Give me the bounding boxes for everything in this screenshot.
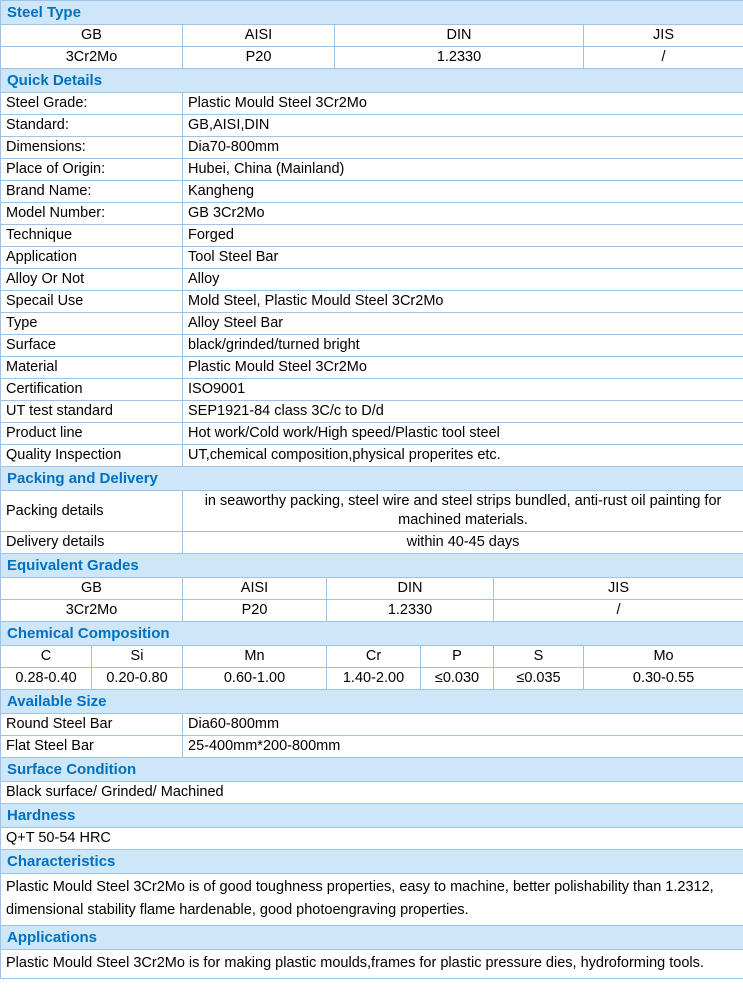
chem-value-mn: 0.60-1.00 (183, 668, 327, 690)
equivalent-header-din: DIN (327, 578, 494, 600)
table-row (1, 532, 743, 554)
equivalent-value-din: 1.2330 (327, 600, 494, 622)
delivery-details-value: within 40-45 days (183, 532, 743, 554)
table-row (1, 335, 743, 357)
chem-value-p: ≤0.030 (421, 668, 494, 690)
section-header-row (1, 1, 743, 25)
delivery-details-label: Delivery details (1, 532, 183, 554)
table-row (1, 401, 743, 423)
equivalent-value-gb: 3Cr2Mo (1, 600, 183, 622)
detail-value: Dia70-800mm (183, 137, 743, 159)
characteristics-text: Plastic Mould Steel 3Cr2Mo is of good toughness properties, easy to machine, better polishability than 1.2312, dimensional stability flame hardenable, good photoengraving properties. (1, 874, 743, 926)
table-row (1, 736, 743, 758)
detail-value: GB,AISI,DIN (183, 115, 743, 137)
quick-details-section (1, 69, 743, 93)
equivalent-value-aisi: P20 (183, 600, 327, 622)
equivalent-header-gb: GB (1, 578, 183, 600)
packing-details-label: Packing details (1, 491, 183, 532)
size-label: Flat Steel Bar (1, 736, 183, 758)
surface-condition-section (1, 758, 743, 804)
available-size-rows (1, 714, 743, 758)
table-row (1, 47, 743, 69)
detail-value: Alloy (183, 269, 743, 291)
section-title-hardness: Hardness (1, 804, 743, 828)
table-row (1, 313, 743, 335)
section-title-surface-condition: Surface Condition (1, 758, 743, 782)
detail-label: Material (1, 357, 183, 379)
detail-label: Steel Grade: (1, 93, 183, 115)
table-row (1, 578, 743, 600)
detail-value: GB 3Cr2Mo (183, 203, 743, 225)
detail-label: Technique (1, 225, 183, 247)
section-title-equivalent-grades: Equivalent Grades (1, 554, 743, 578)
detail-value: ISO9001 (183, 379, 743, 401)
table-row (1, 159, 743, 181)
table-row (1, 203, 743, 225)
chem-header-mn: Mn (183, 646, 327, 668)
table-row (1, 600, 743, 622)
table-row (1, 491, 743, 532)
packing-details-value: in seaworthy packing, steel wire and steel strips bundled, anti-rust oil painting for machined materials. (183, 491, 743, 532)
detail-value: black/grinded/turned bright (183, 335, 743, 357)
size-label: Round Steel Bar (1, 714, 183, 736)
section-title-steel-type: Steel Type (1, 1, 743, 25)
table-row (1, 291, 743, 313)
detail-label: Surface (1, 335, 183, 357)
steel-type-value-din: 1.2330 (335, 47, 584, 69)
table-row (1, 782, 743, 804)
table-row (1, 225, 743, 247)
table-row (1, 137, 743, 159)
table-row (1, 950, 743, 979)
detail-label: Model Number: (1, 203, 183, 225)
chem-header-mo: Mo (584, 646, 743, 668)
detail-label: Specail Use (1, 291, 183, 313)
detail-value: Tool Steel Bar (183, 247, 743, 269)
table-row (1, 181, 743, 203)
applications-section (1, 926, 743, 979)
chem-header-c: C (1, 646, 92, 668)
table-row (1, 646, 743, 668)
table-row (1, 423, 743, 445)
detail-value: Mold Steel, Plastic Mould Steel 3Cr2Mo (183, 291, 743, 313)
steel-type-value-aisi: P20 (183, 47, 335, 69)
table-row (1, 445, 743, 467)
chem-value-si: 0.20-0.80 (92, 668, 183, 690)
characteristics-section (1, 850, 743, 926)
table-row (1, 379, 743, 401)
section-header-row (1, 850, 743, 874)
detail-value: Hot work/Cold work/High speed/Plastic tool steel (183, 423, 743, 445)
detail-label: Dimensions: (1, 137, 183, 159)
applications-text: Plastic Mould Steel 3Cr2Mo is for making plastic moulds,frames for plastic pressure dies, hydroforming tools. (1, 950, 743, 979)
steel-type-header-aisi: AISI (183, 25, 335, 47)
chem-header-p: P (421, 646, 494, 668)
chem-header-si: Si (92, 646, 183, 668)
detail-value: Alloy Steel Bar (183, 313, 743, 335)
section-header-row (1, 690, 743, 714)
table-row (1, 668, 743, 690)
section-title-available-size: Available Size (1, 690, 743, 714)
detail-value: Kangheng (183, 181, 743, 203)
detail-label: Place of Origin: (1, 159, 183, 181)
equivalent-header-jis: JIS (494, 578, 743, 600)
section-title-chemical-composition: Chemical Composition (1, 622, 743, 646)
detail-label: Product line (1, 423, 183, 445)
section-header-row (1, 926, 743, 950)
detail-label: Alloy Or Not (1, 269, 183, 291)
table-row (1, 874, 743, 926)
section-title-packing-delivery: Packing and Delivery (1, 467, 743, 491)
size-value: 25-400mm*200-800mm (183, 736, 743, 758)
section-header-row (1, 804, 743, 828)
section-header-row (1, 554, 743, 578)
equivalent-header-aisi: AISI (183, 578, 327, 600)
table-row (1, 247, 743, 269)
steel-type-header-din: DIN (335, 25, 584, 47)
chem-value-s: ≤0.035 (494, 668, 584, 690)
packing-delivery-section (1, 467, 743, 554)
chem-value-mo: 0.30-0.55 (584, 668, 743, 690)
detail-value: Plastic Mould Steel 3Cr2Mo (183, 93, 743, 115)
detail-label: Type (1, 313, 183, 335)
hardness-value: Q+T 50-54 HRC (1, 828, 743, 850)
equivalent-value-jis: / (494, 600, 743, 622)
steel-type-header-gb: GB (1, 25, 183, 47)
detail-value: Plastic Mould Steel 3Cr2Mo (183, 357, 743, 379)
steel-type-section (1, 1, 743, 69)
table-row (1, 269, 743, 291)
steel-type-header-jis: JIS (584, 25, 743, 47)
table-row (1, 115, 743, 137)
steel-type-value-gb: 3Cr2Mo (1, 47, 183, 69)
detail-value: Hubei, China (Mainland) (183, 159, 743, 181)
chem-header-cr: Cr (327, 646, 421, 668)
table-row (1, 25, 743, 47)
surface-condition-value: Black surface/ Grinded/ Machined (1, 782, 743, 804)
detail-value: Forged (183, 225, 743, 247)
section-title-quick-details: Quick Details (1, 69, 743, 93)
size-value: Dia60-800mm (183, 714, 743, 736)
detail-label: Standard: (1, 115, 183, 137)
detail-label: Certification (1, 379, 183, 401)
chem-value-cr: 1.40-2.00 (327, 668, 421, 690)
available-size-section (1, 690, 743, 714)
detail-value: UT,chemical composition,physical properites etc. (183, 445, 743, 467)
section-title-applications: Applications (1, 926, 743, 950)
detail-label: Application (1, 247, 183, 269)
table-row (1, 828, 743, 850)
chemical-composition-section (1, 622, 743, 690)
equivalent-grades-section (1, 554, 743, 622)
steel-type-value-jis: / (584, 47, 743, 69)
chem-value-c: 0.28-0.40 (1, 668, 92, 690)
section-header-row (1, 622, 743, 646)
detail-label: UT test standard (1, 401, 183, 423)
section-header-row (1, 69, 743, 93)
table-row (1, 357, 743, 379)
chem-header-s: S (494, 646, 584, 668)
detail-label: Brand Name: (1, 181, 183, 203)
hardness-section (1, 804, 743, 850)
section-header-row (1, 758, 743, 782)
detail-value: SEP1921-84 class 3C/c to D/d (183, 401, 743, 423)
quick-details-rows (1, 93, 743, 467)
detail-label: Quality Inspection (1, 445, 183, 467)
table-row (1, 714, 743, 736)
section-header-row (1, 467, 743, 491)
table-row (1, 93, 743, 115)
section-title-characteristics: Characteristics (1, 850, 743, 874)
